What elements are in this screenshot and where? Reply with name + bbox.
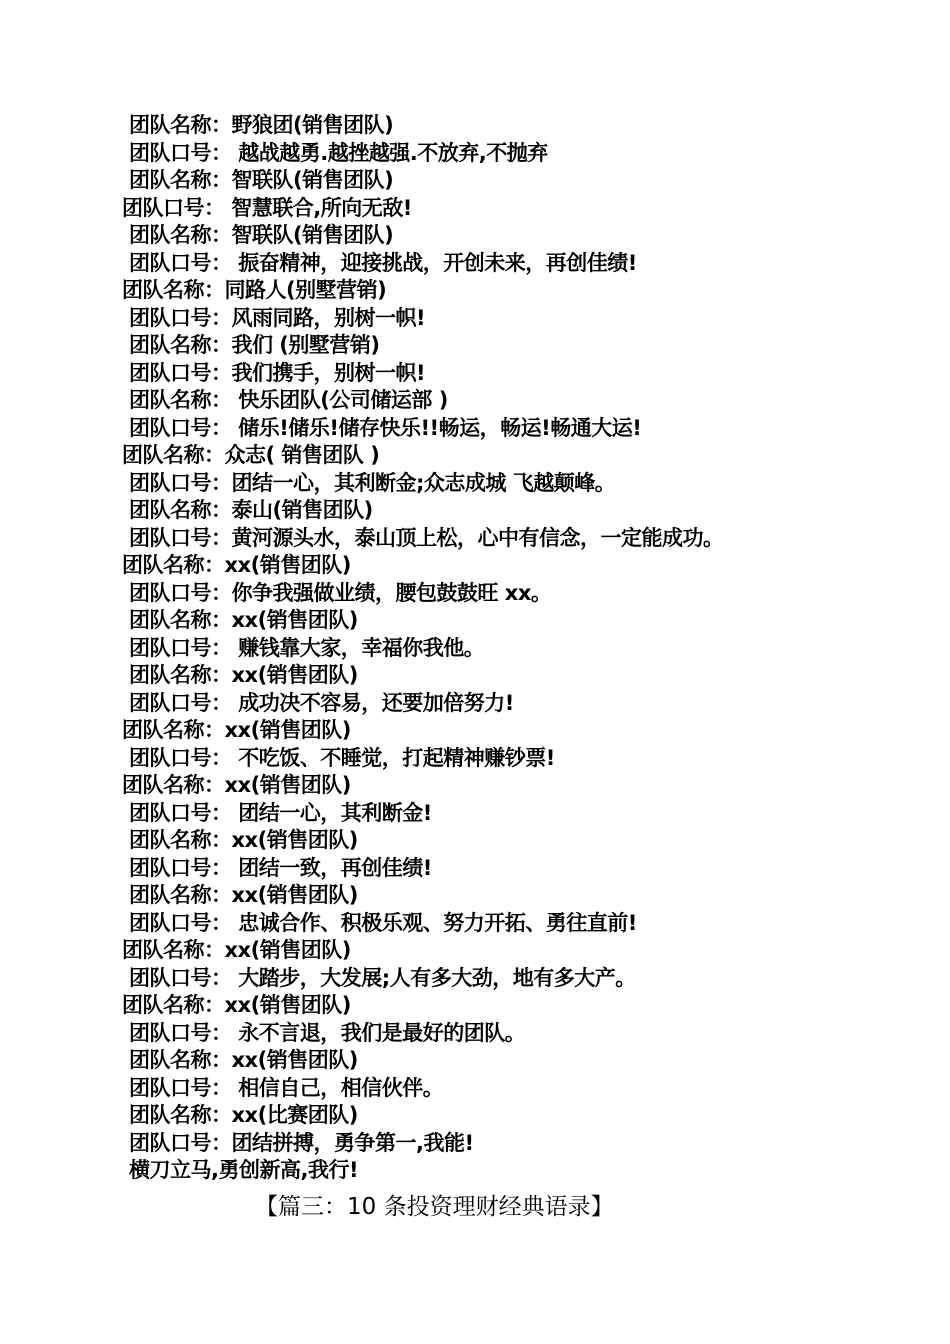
team-name-line: 团队名称：xx(比赛团队) [129,1103,358,1127]
team-slogan-line: 团队口号： 团结一心，其利断金! [129,800,432,825]
team-slogan-line: 团队口号： 智慧联合,所向无敌! [122,195,412,220]
team-name-line: 团队名称：xx(销售团队) [129,1048,358,1072]
team-name-line: 团队名称：我们 (别墅营销) [129,333,380,357]
team-slogan-line: 团队口号： 越战越勇.越挫越强.不放弃,不抛弃 [129,140,548,165]
team-slogan-line: 团队口号： 忠诚合作、积极乐观、努力开拓、勇往直前! [129,910,637,935]
closing-line: 横刀立马,勇创新高,我行! [129,1158,359,1182]
team-slogan-line: 团队口号：团结一心，其利断金;众志成城 飞越颠峰。 [129,470,616,495]
team-slogan-line: 团队口号： 储乐!储乐!储存快乐!!畅运，畅运!畅通大运! [129,415,642,440]
team-slogan-line: 团队口号： 大踏步，大发展;人有多大劲，地有多大产。 [129,965,636,990]
team-name-line: 团队名称：xx(销售团队) [129,883,358,907]
team-name-line: 团队名称：xx(销售团队) [122,718,351,742]
team-slogan-line: 团队口号：你争我强做业绩，腰包鼓鼓旺 xx。 [129,580,552,605]
team-name-line: 团队名称：xx(销售团队) [122,553,351,577]
team-name-line: 团队名称：xx(销售团队) [129,608,358,632]
team-name-line: 团队名称：同路人(别墅营销) [122,278,387,302]
team-name-line: 团队名称：xx(销售团队) [122,938,351,962]
team-slogan-line: 团队口号： 永不言退，我们是最好的团队。 [129,1020,526,1045]
team-slogan-line: 团队口号： 成功决不容易，还要加倍努力! [129,690,514,715]
team-slogan-line: 团队口号：我们携手，别树一帜! [129,360,426,385]
team-name-line: 团队名称：xx(销售团队) [129,663,358,687]
team-slogan-line: 团队口号：黄河源头水，泰山顶上松，心中有信念，一定能成功。 [129,525,724,550]
section-heading: 【篇三：10 条投资理财经典语录】 [255,1194,614,1220]
team-slogan-line: 团队口号：团结拼搏，勇争第一,我能! [129,1130,474,1155]
team-name-line: 团队名称：智联队(销售团队) [129,223,394,247]
team-name-line: 团队名称：智联队(销售团队) [129,168,394,192]
team-slogan-line: 团队口号：风雨同路，别树一帜! [129,305,426,330]
team-slogan-line: 团队口号： 团结一致，再创佳绩! [129,855,432,880]
slogan-list [0,112,950,1185]
team-name-line: 团队名称：xx(销售团队) [122,993,351,1017]
team-name-line: 团队名称：xx(销售团队) [129,828,358,852]
team-name-line: 团队名称：xx(销售团队) [122,773,351,797]
team-slogan-line: 团队口号： 不吃饭、不睡觉，打起精神赚钞票! [129,745,555,770]
team-slogan-line: 团队口号： 振奋精神，迎接挑战，开创未来，再创佳绩! [129,250,637,275]
team-name-line: 团队名称：野狼团(销售团队) [129,113,394,137]
team-name-line: 团队名称： 快乐团队(公司储运部 ) [129,388,448,412]
team-name-line: 团队名称：泰山(销售团队) [129,498,373,522]
team-slogan-line: 团队口号： 相信自己，相信伙伴。 [129,1075,444,1100]
team-slogan-line: 团队口号： 赚钱靠大家，幸福你我他。 [129,635,485,660]
team-name-line: 团队名称：众志( 销售团队 ) [122,443,380,467]
